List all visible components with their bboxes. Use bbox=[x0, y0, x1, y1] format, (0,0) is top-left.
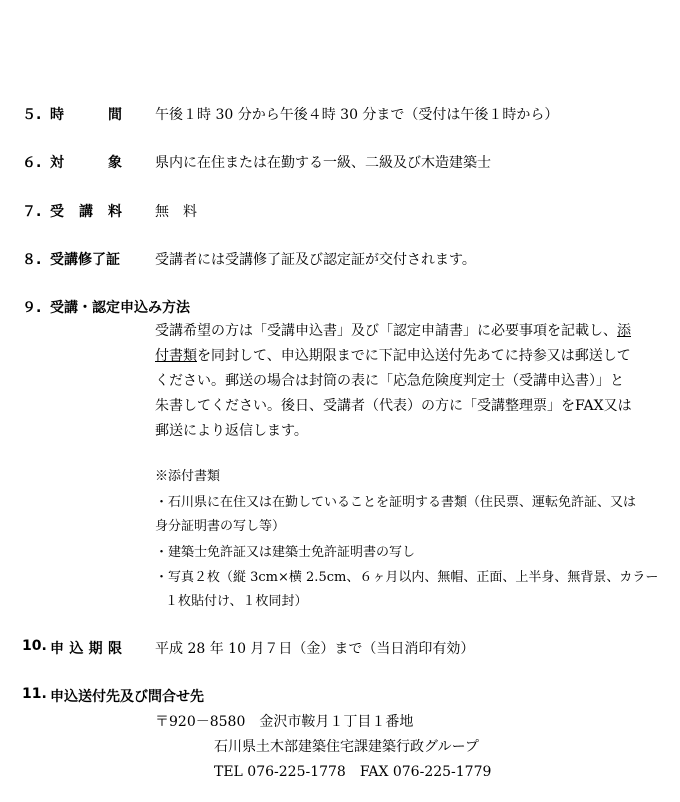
attachment-item: ・写真２枚（縦 3cm×横 2.5cm、６ヶ月以内、無帽、正面、上半身、無背景、カラー bbox=[155, 570, 659, 585]
item-value: 県内に在住または在勤する一級、二級及び木造建築士 bbox=[155, 155, 491, 171]
item-label: 受 講 料 bbox=[50, 204, 122, 220]
item-number: ９. bbox=[22, 300, 42, 316]
office-name: 石川県土木部建築住宅課建築行政グループ bbox=[214, 739, 479, 755]
postal-address: 〒920－8580 金沢市鞍月１丁目１番地 bbox=[155, 714, 414, 730]
para-line: 受講希望の方は「受講申込書」及び「認定申請書」に必要事項を記載し、添 bbox=[155, 323, 631, 339]
attachments-title: ※添付書類 bbox=[155, 469, 221, 484]
application-instructions bbox=[155, 319, 655, 444]
item-label: 申 込 期 限 bbox=[50, 641, 122, 657]
item-number: ５. bbox=[22, 107, 42, 123]
item-number: 10. bbox=[22, 638, 47, 654]
para-line: 朱書してください。後日、受講者（代表）の方に「受講整理票」をFAX又は bbox=[155, 398, 632, 414]
item-label: 対 象 bbox=[50, 155, 122, 171]
item-value: 無 料 bbox=[155, 204, 197, 220]
para-line: 郵送により返信します。 bbox=[155, 423, 308, 439]
attachment-item: ・石川県に在住又は在勤していることを証明する書類（住民票、運転免許証、又は bbox=[155, 495, 637, 510]
section-title: 申込送付先及び問合せ先 bbox=[50, 689, 204, 705]
item-label: 時 間 bbox=[50, 107, 122, 123]
contact-numbers: TEL 076-225-1778 FAX 076-225-1779 bbox=[214, 764, 492, 780]
item-value: 平成 28 年 10 月７日（金）まで（当日消印有効） bbox=[155, 641, 475, 657]
section-title: 受講・認定申込み方法 bbox=[50, 300, 190, 316]
attachment-item: 身分証明書の写し等） bbox=[155, 519, 286, 534]
item-value: 午後１時 30 分から午後４時 30 分まで（受付は午後１時から） bbox=[155, 107, 559, 123]
attachment-item: ・建築士免許証又は建築士免許証明書の写し bbox=[155, 545, 416, 560]
item-number: ８. bbox=[22, 252, 42, 268]
para-line: 付書類を同封して、申込期限までに下記申込送付先あてに持参又は郵送して bbox=[155, 348, 631, 364]
para-line: ください。郵送の場合は封筒の表に「応急危険度判定士（受講申込書）」と bbox=[155, 373, 624, 389]
item-number: ７. bbox=[22, 204, 42, 220]
attachment-item: １枚貼付け、１枚同封） bbox=[165, 594, 308, 609]
item-label: 受講修了証 bbox=[50, 252, 120, 268]
item-value: 受講者には受講修了証及び認定証が交付されます。 bbox=[155, 252, 476, 268]
item-number: ６. bbox=[22, 155, 42, 171]
item-number: 11. bbox=[22, 686, 47, 702]
